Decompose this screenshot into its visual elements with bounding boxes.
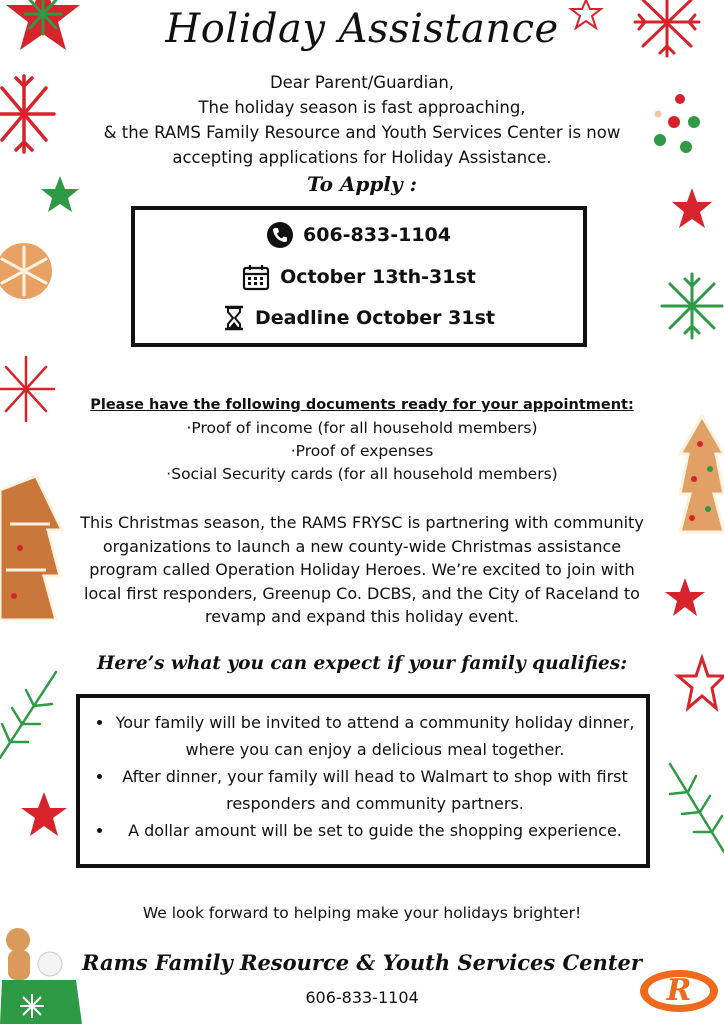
intro-line: accepting applications for Holiday Assistance. bbox=[172, 148, 552, 167]
rams-logo bbox=[638, 966, 720, 1016]
document-item: ·Proof of income (for all household members) bbox=[186, 419, 538, 437]
intro-greeting: Dear Parent/Guardian, bbox=[269, 73, 455, 92]
pine-branch-icon bbox=[664, 756, 724, 856]
dates-row bbox=[135, 263, 583, 291]
deadline-row bbox=[135, 305, 583, 331]
intro-text bbox=[0, 70, 724, 170]
application-deadline: Deadline October 31st bbox=[255, 307, 495, 329]
expect-heading: Here’s what you can expect if your family qualifies: bbox=[96, 653, 628, 674]
program-paragraph: This Christmas season, the RAMS FRYSC is partnering with community organizations to launch a new county-wide Christmas assistance program called Operation Holiday Heroes. We’re excited to join with local first responders, Greenup Co. DCBS, and the City of Raceland to revamp and expand this holiday event. bbox=[80, 513, 644, 626]
closing-text: We look forward to helping make your holidays brighter! bbox=[142, 904, 582, 922]
expect-item: • After dinner, your family will head to Walmart to shop with first responders and community partners. bbox=[114, 764, 636, 817]
hourglass-icon bbox=[223, 305, 245, 331]
star-icon bbox=[664, 578, 706, 618]
logo-letter: R bbox=[666, 973, 692, 1008]
snowflake-icon bbox=[658, 270, 724, 342]
apply-info-box bbox=[131, 206, 587, 347]
expect-list bbox=[80, 698, 646, 845]
calendar-icon bbox=[242, 263, 270, 291]
phone-icon bbox=[267, 222, 293, 248]
expect-item: • Your family will be invited to attend a community holiday dinner, where you can enjoy a delicious meal together. bbox=[114, 710, 636, 763]
footer-organization: Rams Family Resource & Youth Services Center bbox=[82, 950, 642, 975]
pine-branch-icon bbox=[0, 668, 60, 764]
phone-row bbox=[135, 222, 583, 248]
document-item: ·Proof of expenses bbox=[290, 442, 434, 460]
cookie-snowflake-icon bbox=[0, 228, 60, 314]
footer-phone: 606-833-1104 bbox=[305, 988, 419, 1007]
apply-heading: To Apply : bbox=[307, 172, 417, 196]
gingerbread-tree-icon bbox=[0, 472, 64, 622]
documents-heading: Please have the following documents ready for your appointment: bbox=[90, 397, 634, 413]
intro-line: & the RAMS Family Resource and Youth Services Center is now bbox=[103, 123, 621, 142]
expect-box bbox=[76, 694, 650, 868]
expect-item: • A dollar amount will be set to guide the shopping experience. bbox=[114, 818, 636, 845]
phone-number: 606-833-1104 bbox=[303, 224, 451, 246]
page-title: Holiday Assistance bbox=[165, 6, 559, 52]
intro-line: The holiday season is fast approaching, bbox=[198, 98, 526, 117]
document-item: ·Social Security cards (for all household members) bbox=[166, 465, 558, 483]
application-dates: October 13th-31st bbox=[280, 266, 476, 288]
star-icon bbox=[20, 792, 68, 838]
documents-section bbox=[0, 394, 724, 486]
